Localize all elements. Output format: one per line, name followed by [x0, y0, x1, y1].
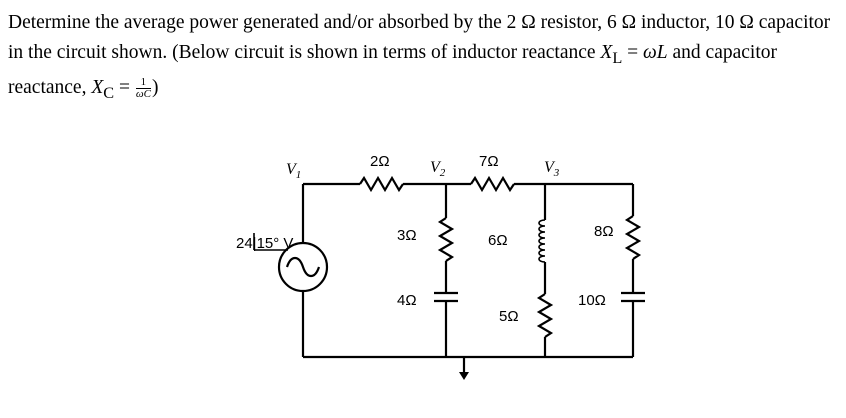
- problem-text-part-d: =: [114, 76, 135, 98]
- node-v2-label: $V_2$: [430, 159, 446, 179]
- inductor-6ohm: [539, 220, 545, 262]
- node-v3-label: $V_3$: [544, 159, 560, 179]
- capacitor-4ohm-label: 4Ω: [397, 292, 417, 309]
- resistor-3ohm-label: 3Ω: [397, 227, 417, 244]
- capacitor-10ohm-label: 10Ω: [578, 292, 606, 309]
- ground-icon: [459, 357, 469, 380]
- fraction-numerator: 1: [136, 77, 151, 89]
- xl-subscript: L: [612, 48, 623, 67]
- resistor-5ohm-label: 5Ω: [499, 308, 519, 325]
- middle-branch-6-5: [539, 184, 551, 357]
- problem-text-part-b: =: [622, 42, 644, 63]
- omega-l: ωL: [643, 42, 668, 63]
- node-v1-label: $V_1$: [286, 161, 302, 181]
- resistor-8ohm: [627, 216, 639, 259]
- xc-symbol: X: [91, 76, 104, 98]
- source-label: 24|15° V: [236, 235, 294, 252]
- inductor-6ohm-label: 6Ω: [488, 232, 508, 249]
- xc-subscript: C: [103, 83, 115, 102]
- resistor-2ohm-label: 2Ω: [370, 153, 390, 170]
- resistor-7ohm: [471, 178, 514, 190]
- left-branch: [303, 184, 633, 357]
- resistor-2ohm: [360, 178, 403, 190]
- resistor-8ohm-label: 8Ω: [594, 223, 614, 240]
- xl-symbol: X: [600, 42, 613, 63]
- resistor-7ohm-label: 7Ω: [479, 153, 499, 170]
- right-branch: [621, 184, 645, 357]
- problem-text-part-a: Determine the average power generated and/or absorbed by the 2 Ω resistor, 6 Ω inductor, 10 Ω capacitor in the circuit shown. (Below circuit is shown in terms of inductor reactance: [8, 12, 831, 63]
- resistor-3ohm: [440, 218, 452, 261]
- middle-branch-3-4: [434, 184, 458, 357]
- problem-text-part-c: and capacitor reactance,: [8, 42, 778, 98]
- resistor-5ohm: [539, 294, 551, 337]
- fraction-denominator: ωC: [135, 87, 151, 100]
- problem-text-part-e: ): [151, 76, 159, 98]
